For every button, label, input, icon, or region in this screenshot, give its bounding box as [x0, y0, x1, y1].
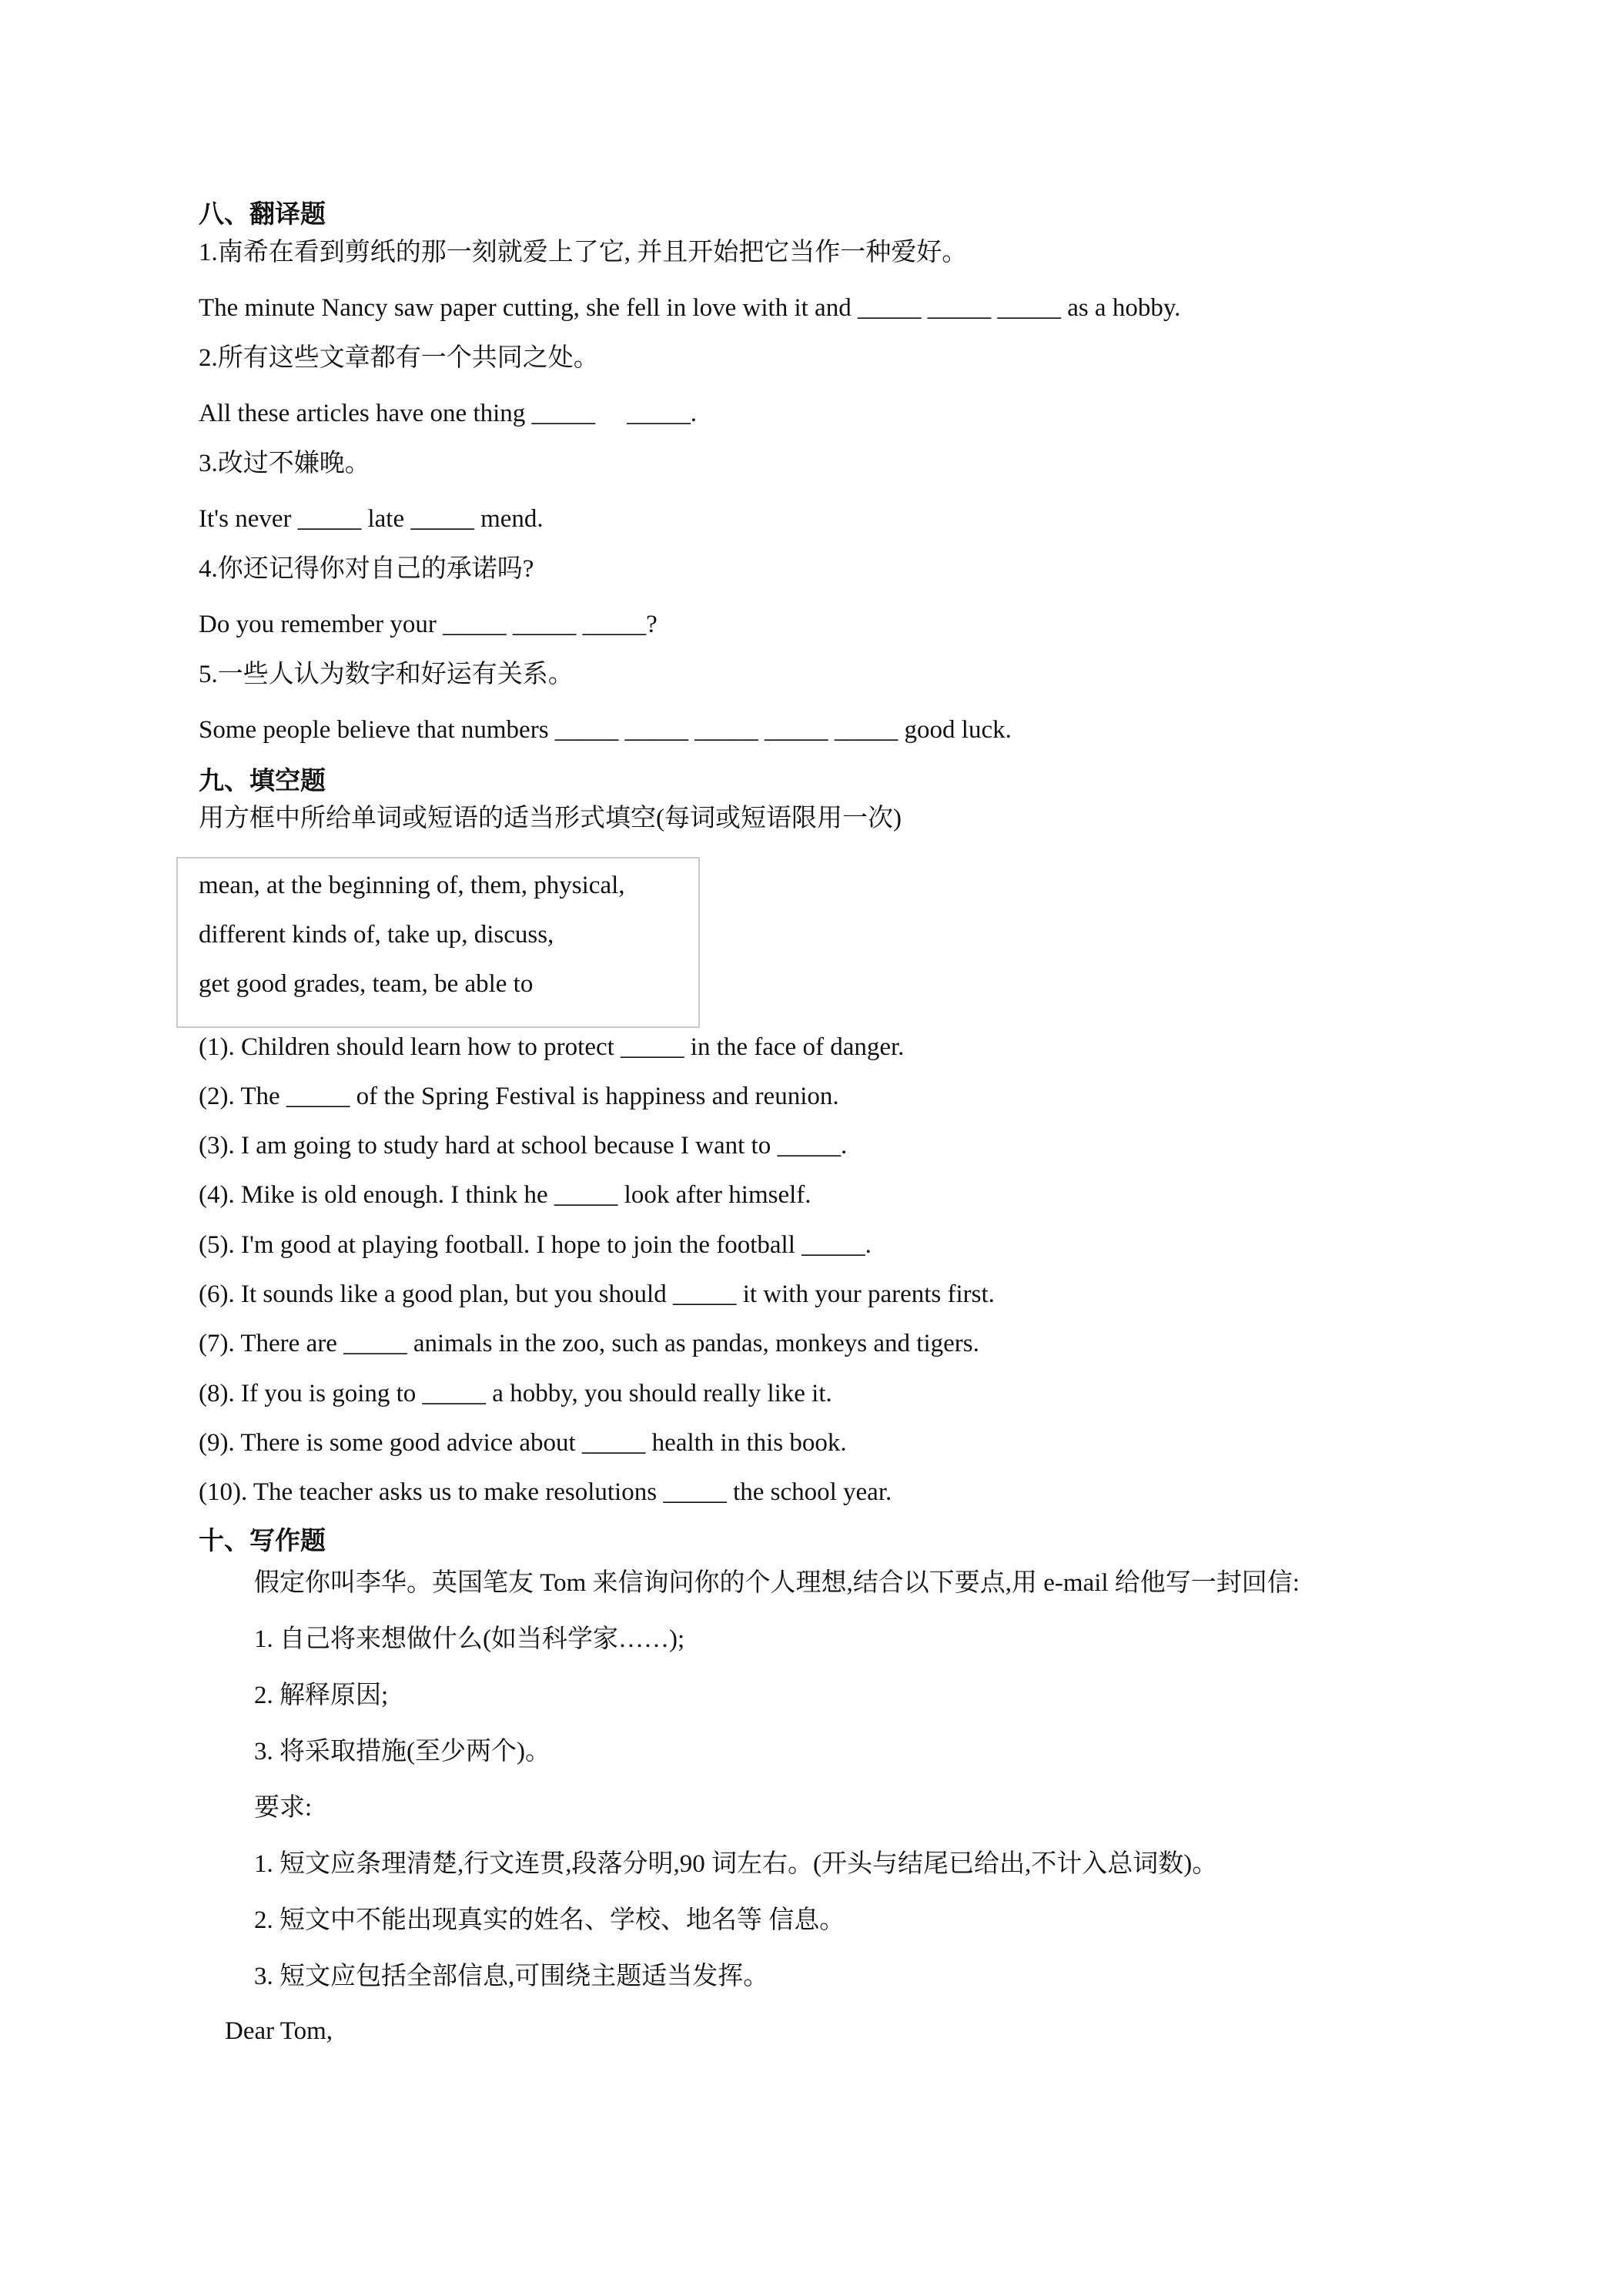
word-box-line-3: get good grades, team, be able to — [199, 970, 534, 998]
translation-chinese-3: 3.改过不嫌晚。 — [199, 450, 370, 477]
question-2: (2). The _____ of the Spring Festival is happiness and reunion. — [199, 1083, 839, 1110]
writing-point-2: 2. 解释原因; — [254, 1682, 389, 1709]
requirements-label: 要求: — [254, 1794, 313, 1822]
question-1: (1). Children should learn how to protect _____ in the face of danger. — [199, 1033, 905, 1061]
requirement-2: 2. 短文中不能出现真实的姓名、学校、地名等 信息。 — [254, 1906, 845, 1934]
question-3: (3). I am going to study hard at school because I want to _____. — [199, 1132, 848, 1160]
section8-heading: 八、翻译题 — [199, 201, 326, 229]
translation-english-2: All these articles have one thing _____ _____. — [199, 400, 698, 427]
requirement-3: 3. 短文应包括全部信息,可围绕主题适当发挥。 — [254, 1963, 769, 1990]
translation-english-3: It's never _____ late _____ mend. — [199, 505, 544, 533]
question-6: (6). It sounds like a good plan, but you should _____ it with your parents first. — [199, 1280, 995, 1308]
requirement-1: 1. 短文应条理清楚,行文连贯,段落分明,90 词左右。(开头与结尾已给出,不计入总词数)。 — [254, 1850, 1218, 1878]
writing-point-1: 1. 自己将来想做什么(如当科学家……); — [254, 1625, 685, 1653]
translation-chinese-2: 2.所有这些文章都有一个共同之处。 — [199, 344, 599, 372]
question-7: (7). There are _____ animals in the zoo, such as pandas, monkeys and tigers. — [199, 1330, 979, 1357]
writing-point-3: 3. 将采取措施(至少两个)。 — [254, 1738, 550, 1766]
section9-instruction: 用方框中所给单词或短语的适当形式填空(每词或短语限用一次) — [199, 805, 902, 832]
translation-chinese-1: 1.南希在看到剪纸的那一刻就爱上了它, 并且开始把它当作一种爱好。 — [199, 239, 968, 266]
question-5: (5). I'm good at playing football. I hope to join the football _____. — [199, 1231, 872, 1259]
word-box — [176, 857, 700, 1028]
word-box-line-1: mean, at the beginning of, them, physical, — [199, 872, 625, 899]
translation-english-5: Some people believe that numbers _____ _____ _____ _____ _____ good luck. — [199, 716, 1012, 744]
question-8: (8). If you is going to _____ a hobby, you should really like it. — [199, 1380, 832, 1407]
question-10: (10). The teacher asks us to make resolutions _____ the school year. — [199, 1478, 892, 1506]
letter-greeting: Dear Tom, — [225, 2017, 333, 2045]
section9-heading: 九、填空题 — [199, 768, 326, 795]
writing-prompt: 假定你叫李华。英国笔友 Tom 来信询问你的个人理想,结合以下要点,用 e-mail 给他写一封回信: — [254, 1569, 1300, 1597]
translation-english-1: The minute Nancy saw paper cutting, she fell in love with it and _____ _____ _____ as a hobby. — [199, 294, 1181, 322]
word-box-line-2: different kinds of, take up, discuss, — [199, 921, 554, 949]
translation-chinese-5: 5.一些人认为数字和好运有关系。 — [199, 661, 574, 688]
question-4: (4). Mike is old enough. I think he _____ look after himself. — [199, 1181, 812, 1209]
question-9: (9). There is some good advice about _____ health in this book. — [199, 1429, 847, 1457]
section10-heading: 十、写作题 — [199, 1528, 326, 1555]
translation-chinese-4: 4.你还记得你对自己的承诺吗? — [199, 555, 534, 583]
translation-english-4: Do you remember your _____ _____ _____? — [199, 611, 658, 638]
